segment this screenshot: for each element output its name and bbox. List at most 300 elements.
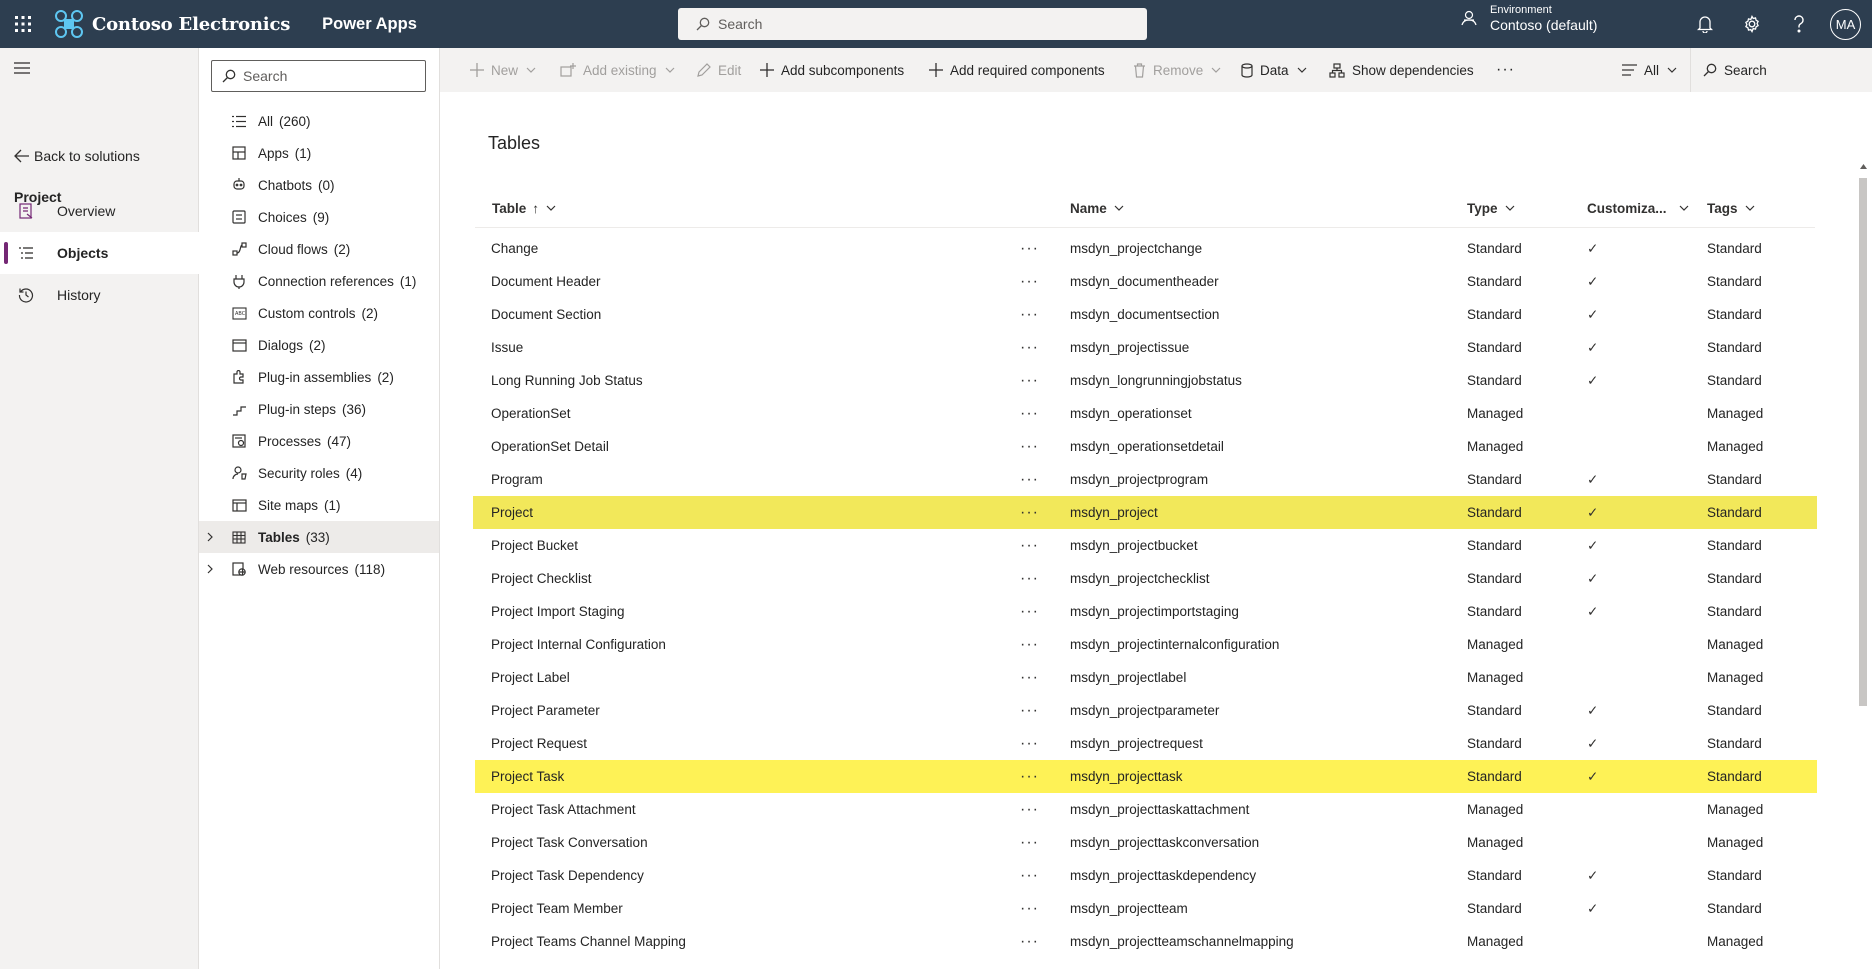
table-schema-name: msdyn_projectchange (1070, 241, 1203, 256)
table-display-name[interactable]: Project Team Member (491, 901, 623, 916)
object-type-label: Custom controls (258, 305, 356, 321)
process-icon (230, 434, 248, 448)
table-row[interactable] (475, 694, 1815, 727)
object-type-label: Chatbots (258, 177, 313, 193)
checkmark-icon: ✓ (1587, 900, 1599, 916)
trash-icon (1133, 63, 1146, 78)
object-type-label: Site maps (258, 497, 319, 513)
table-search-label: Search (1724, 62, 1767, 78)
checkmark-icon: ✓ (1587, 537, 1599, 553)
choices-icon (230, 210, 248, 224)
checkmark-icon: ✓ (1587, 867, 1599, 883)
chevron-right-icon[interactable] (207, 564, 221, 574)
contoso-logo-icon (54, 9, 84, 39)
object-type-count: (33) (305, 529, 330, 545)
table-tags: Managed (1707, 835, 1764, 850)
object-type-processes[interactable] (199, 425, 439, 457)
row-more-actions-button[interactable]: ··· (1020, 404, 1039, 422)
table-tags: Standard (1707, 703, 1762, 718)
column-header-tags-label: Tags (1707, 200, 1738, 216)
add-existing-icon (560, 63, 576, 77)
chevron-down-icon (665, 67, 675, 73)
nav-item-label: History (57, 287, 101, 303)
add-required-components-button[interactable] (929, 48, 1105, 92)
table-row[interactable] (475, 298, 1815, 331)
more-commands-button[interactable] (1496, 48, 1515, 92)
table-type: Standard (1467, 538, 1522, 553)
global-search-input[interactable] (678, 8, 1147, 40)
add-required-label: Add required components (950, 62, 1105, 78)
table-type: Managed (1467, 934, 1524, 949)
object-type-count: (260) (279, 113, 311, 129)
table-schema-name: msdyn_operationsetdetail (1070, 439, 1224, 454)
table-display-name[interactable]: Issue (491, 340, 524, 355)
column-header-tags[interactable] (1707, 195, 1755, 221)
object-type-count: (47) (327, 433, 352, 449)
table-type: Managed (1467, 637, 1524, 652)
table-tags: Standard (1707, 274, 1762, 289)
object-type-label: Dialogs (258, 337, 304, 353)
table-tags: Standard (1707, 241, 1762, 256)
table-tags: Standard (1707, 769, 1762, 784)
table-type: Standard (1467, 274, 1522, 289)
table-display-name[interactable]: OperationSet Detail (491, 439, 609, 454)
environment-icon (1460, 9, 1478, 27)
row-more-actions-button[interactable]: ··· (1020, 866, 1039, 884)
table-schema-name: msdyn_projectteam (1070, 901, 1188, 916)
object-type-count: (118) (354, 561, 386, 577)
app-name[interactable]: Power Apps (322, 14, 417, 33)
brand-name: Contoso Electronics (92, 13, 291, 35)
table-row[interactable] (473, 496, 1817, 529)
object-type-plug-in-steps[interactable] (199, 393, 439, 425)
database-icon (1241, 63, 1253, 78)
chevron-down-icon (1211, 67, 1221, 73)
checkmark-icon: ✓ (1587, 702, 1599, 718)
table-row[interactable] (475, 364, 1815, 397)
table-schema-name: msdyn_documentheader (1070, 274, 1219, 289)
column-header-customizable-label: Customiza... (1587, 200, 1667, 216)
table-schema-name: msdyn_projecttaskdependency (1070, 868, 1257, 883)
table-schema-name: msdyn_documentsection (1070, 307, 1220, 322)
table-type: Standard (1467, 340, 1522, 355)
table-grid-icon (230, 531, 248, 544)
object-type-label: Processes (258, 433, 322, 449)
chevron-down-icon (1745, 205, 1755, 211)
new-label: New (491, 62, 519, 78)
table-display-name[interactable]: Project Checklist (491, 571, 592, 586)
table-schema-name: msdyn_projectinternalconfiguration (1070, 637, 1280, 652)
object-type-connection-references[interactable] (199, 265, 439, 297)
object-type-label: All (258, 113, 274, 129)
table-type: Managed (1467, 835, 1524, 850)
object-type-label: Apps (258, 145, 289, 161)
row-more-actions-button[interactable]: ··· (1020, 371, 1039, 389)
table-tags: Managed (1707, 637, 1764, 652)
object-type-count: (1) (324, 497, 341, 513)
table-type: Managed (1467, 439, 1524, 454)
object-type-label: Connection references (258, 273, 394, 289)
row-more-actions-button[interactable]: ··· (1020, 503, 1039, 521)
checkmark-icon: ✓ (1587, 768, 1599, 784)
table-display-name[interactable]: Change (491, 241, 539, 256)
object-type-all[interactable] (199, 105, 439, 137)
table-display-name[interactable]: Project (491, 505, 534, 520)
table-display-name[interactable]: OperationSet (491, 406, 571, 421)
brand[interactable] (54, 9, 290, 39)
table-schema-name: msdyn_projectchecklist (1070, 571, 1210, 586)
data-button[interactable] (1241, 48, 1307, 92)
object-type-plug-in-assemblies[interactable] (199, 361, 439, 393)
search-icon (696, 17, 710, 31)
object-type-count: (2) (361, 305, 379, 321)
sort-ascending-icon: ↑ (532, 200, 540, 216)
objects-search-placeholder: Search (243, 68, 288, 84)
table-row[interactable] (475, 892, 1815, 925)
table-schema-name: msdyn_projectimportstaging (1070, 604, 1239, 619)
history-icon (16, 287, 36, 303)
plus-icon (929, 63, 943, 77)
row-more-actions-button[interactable]: ··· (1020, 734, 1039, 752)
object-type-label: Choices (258, 209, 307, 225)
back-label: Back to solutions (34, 148, 140, 164)
table-schema-name: msdyn_projectlabel (1070, 670, 1187, 685)
table-tags: Managed (1707, 934, 1764, 949)
cloud-flow-icon (230, 242, 248, 256)
new-button[interactable] (470, 48, 536, 92)
object-type-label: Cloud flows (258, 241, 328, 257)
global-search-placeholder: Search (718, 16, 763, 32)
table-tags: Standard (1707, 901, 1762, 916)
checkmark-icon: ✓ (1587, 471, 1599, 487)
table-type: Managed (1467, 802, 1524, 817)
table-schema-name: msdyn_projectissue (1070, 340, 1190, 355)
table-schema-name: msdyn_longrunningjobstatus (1070, 373, 1242, 388)
solution-title: Project (14, 189, 62, 205)
back-to-solutions-link[interactable] (14, 148, 140, 164)
object-type-count: (2) (333, 241, 351, 257)
row-more-actions-button[interactable]: ··· (1020, 668, 1039, 686)
chevron-down-icon (526, 67, 536, 73)
table-schema-name: msdyn_projecttask (1070, 769, 1183, 784)
table-tags: Standard (1707, 472, 1762, 487)
table-schema-name: msdyn_projectbucket (1070, 538, 1198, 553)
dialog-icon (230, 339, 248, 352)
table-tags: Managed (1707, 406, 1764, 421)
environment-label: Environment (1490, 4, 1552, 16)
checkmark-icon: ✓ (1587, 306, 1599, 322)
connection-plug-icon (230, 274, 248, 289)
app-launcher-icon[interactable] (0, 0, 46, 48)
checkmark-icon: ✓ (1587, 240, 1599, 256)
table-tags: Standard (1707, 373, 1762, 388)
object-type-count: (1) (294, 145, 312, 161)
table-tags: Standard (1707, 340, 1762, 355)
nav-item-overview[interactable] (0, 190, 199, 232)
object-type-security-roles[interactable] (199, 457, 439, 489)
table-tags: Standard (1707, 736, 1762, 751)
remove-button[interactable] (1133, 48, 1221, 92)
notifications-bell-icon[interactable] (1693, 12, 1717, 36)
row-more-actions-button[interactable]: ··· (1020, 800, 1039, 818)
row-more-actions-button[interactable]: ··· (1020, 470, 1039, 488)
add-subcomponents-label: Add subcomponents (781, 62, 905, 78)
remove-label: Remove (1153, 62, 1204, 78)
arrow-left-icon (14, 149, 34, 163)
left-navigation (0, 48, 199, 969)
row-more-actions-button[interactable]: ··· (1020, 272, 1039, 290)
avatar-initials: MA (1835, 17, 1856, 32)
object-type-chatbots[interactable] (199, 169, 439, 201)
chevron-down-icon (546, 205, 556, 211)
row-more-actions-button[interactable]: ··· (1020, 899, 1039, 917)
table-schema-name: msdyn_projecttaskattachment (1070, 802, 1250, 817)
data-label: Data (1260, 62, 1289, 78)
row-more-actions-button[interactable]: ··· (1020, 569, 1039, 587)
table-display-name[interactable]: Project Request (491, 736, 588, 751)
table-type: Standard (1467, 604, 1522, 619)
table-tags: Managed (1707, 802, 1764, 817)
security-role-icon (230, 466, 248, 480)
search-icon (1703, 63, 1717, 77)
table-schema-name: msdyn_projectteamschannelmapping (1070, 934, 1294, 949)
show-dependencies-button[interactable] (1329, 48, 1474, 92)
custom-control-icon (230, 307, 248, 320)
dependencies-icon (1329, 63, 1345, 78)
table-row[interactable] (475, 727, 1815, 760)
table-row[interactable] (475, 463, 1815, 496)
object-type-dialogs[interactable] (199, 329, 439, 361)
chevron-down-icon (1297, 67, 1307, 73)
object-type-web-resources[interactable] (199, 553, 439, 585)
table-row[interactable] (475, 265, 1815, 298)
table-tags: Standard (1707, 505, 1762, 520)
view-filter-dropdown[interactable] (1622, 48, 1677, 92)
checkmark-icon: ✓ (1587, 504, 1599, 520)
scroll-up-icon (1860, 164, 1867, 169)
table-row[interactable] (475, 331, 1815, 364)
table-row[interactable] (475, 397, 1815, 430)
nav-item-label: Overview (57, 203, 116, 219)
hamburger-menu-icon[interactable] (14, 62, 30, 74)
table-schema-name: msdyn_project (1070, 505, 1158, 520)
table-display-name[interactable]: Project Internal Configuration (491, 637, 666, 652)
table-type: Standard (1467, 373, 1522, 388)
object-type-cloud-flows[interactable] (199, 233, 439, 265)
object-type-label: Security roles (258, 465, 340, 481)
help-icon[interactable] (1787, 12, 1811, 36)
table-row[interactable] (475, 760, 1817, 793)
nav-item-label: Objects (57, 245, 109, 261)
table-display-name[interactable]: Project Label (491, 670, 570, 685)
plus-icon (760, 63, 774, 77)
site-map-icon (230, 499, 248, 512)
table-display-name[interactable]: Project Task Conversation (491, 835, 648, 850)
table-row[interactable] (475, 529, 1815, 562)
table-search-button[interactable] (1703, 48, 1767, 92)
row-more-actions-button[interactable]: ··· (1020, 536, 1039, 554)
table-tags: Standard (1707, 538, 1762, 553)
page-title: Tables (488, 133, 541, 153)
chevron-down-icon (1505, 205, 1515, 211)
object-type-label: Tables (258, 529, 300, 545)
table-display-name[interactable]: Program (491, 472, 543, 487)
table-row[interactable] (475, 859, 1815, 892)
table-type: Standard (1467, 472, 1522, 487)
table-type: Standard (1467, 769, 1522, 784)
object-type-label: Web resources (258, 561, 349, 577)
table-row[interactable] (475, 793, 1815, 826)
table-tags: Managed (1707, 670, 1764, 685)
table-display-name[interactable]: Project Task Attachment (491, 802, 636, 817)
overview-icon (16, 203, 36, 219)
table-type: Standard (1467, 241, 1522, 256)
view-filter-label: All (1644, 62, 1660, 78)
table-type: Standard (1467, 571, 1522, 586)
table-type: Standard (1467, 868, 1522, 883)
row-more-actions-button[interactable]: ··· (1020, 305, 1039, 323)
apps-icon (230, 146, 248, 160)
row-more-actions-button[interactable]: ··· (1020, 932, 1039, 950)
list-icon (230, 115, 248, 128)
table-tags: Standard (1707, 868, 1762, 883)
table-row[interactable] (475, 661, 1815, 694)
table-display-name[interactable]: Document Header (491, 274, 601, 289)
object-type-count: (36) (342, 401, 367, 417)
objects-search-input[interactable] (211, 60, 426, 92)
row-more-actions-button[interactable]: ··· (1020, 239, 1039, 257)
column-header-customizable[interactable] (1587, 195, 1689, 221)
table-row[interactable] (475, 430, 1815, 463)
checkmark-icon: ✓ (1587, 570, 1599, 586)
edit-label: Edit (718, 62, 742, 78)
steps-icon (230, 403, 248, 416)
object-type-count: (1) (399, 273, 417, 289)
checkmark-icon: ✓ (1587, 339, 1599, 355)
environment-value: Contoso (default) (1490, 16, 1598, 33)
table-tags: Managed (1707, 439, 1764, 454)
row-more-actions-button[interactable]: ··· (1020, 437, 1039, 455)
vertical-scrollbar[interactable] (1857, 162, 1869, 969)
object-type-count: (4) (345, 465, 363, 481)
chevron-down-icon (1114, 205, 1124, 211)
object-type-apps[interactable] (199, 137, 439, 169)
table-row[interactable] (475, 628, 1815, 661)
column-header-name-label: Name (1070, 200, 1107, 216)
checkmark-icon: ✓ (1587, 273, 1599, 289)
column-header-table[interactable] (492, 195, 556, 221)
add-existing-label: Add existing (583, 62, 657, 78)
table-display-name[interactable]: Project Bucket (491, 538, 579, 553)
row-more-actions-button[interactable]: ··· (1020, 833, 1039, 851)
table-tags: Standard (1707, 571, 1762, 586)
table-display-name[interactable]: Project Teams Channel Mapping (491, 934, 686, 949)
command-bar-divider (1690, 48, 1691, 92)
object-type-custom-controls[interactable] (199, 297, 439, 329)
table-row[interactable] (475, 232, 1815, 265)
pencil-icon (697, 63, 711, 77)
table-type: Standard (1467, 736, 1522, 751)
table-display-name[interactable]: Document Section (491, 307, 602, 322)
table-display-name[interactable]: Long Running Job Status (491, 373, 643, 388)
avatar[interactable] (1830, 9, 1861, 40)
checkmark-icon: ✓ (1587, 372, 1599, 388)
row-more-actions-button[interactable]: ··· (1020, 602, 1039, 620)
nav-item-objects[interactable] (0, 232, 199, 274)
environment-picker[interactable] (1460, 4, 1597, 33)
table-row[interactable] (475, 826, 1815, 859)
object-type-count: (2) (309, 337, 326, 353)
filter-lines-icon (1622, 64, 1637, 76)
chatbot-icon (230, 178, 248, 192)
table-type: Managed (1467, 406, 1524, 421)
table-type: Standard (1467, 307, 1522, 322)
object-type-count: (0) (318, 177, 335, 193)
table-tags: Standard (1707, 604, 1762, 619)
table-display-name[interactable]: Project Parameter (491, 703, 600, 718)
object-type-choices[interactable] (199, 201, 439, 233)
table-schema-name: msdyn_operationset (1070, 406, 1192, 421)
table-schema-name: msdyn_projectprogram (1070, 472, 1209, 487)
scrollbar-thumb[interactable] (1859, 178, 1867, 706)
column-header-type[interactable] (1467, 195, 1515, 221)
show-dependencies-label: Show dependencies (1352, 62, 1474, 78)
edit-button[interactable] (697, 48, 741, 92)
chevron-down-icon (1667, 67, 1677, 73)
table-row[interactable] (475, 595, 1815, 628)
top-bar (0, 0, 1872, 48)
column-header-type-label: Type (1467, 200, 1498, 216)
plus-icon (470, 63, 484, 77)
chevron-down-icon (1679, 205, 1689, 211)
row-more-actions-button[interactable]: ··· (1020, 338, 1039, 356)
table-row[interactable] (475, 925, 1815, 958)
column-header-name[interactable] (1070, 195, 1124, 221)
search-icon (222, 69, 236, 83)
table-schema-name: msdyn_projectrequest (1070, 736, 1203, 751)
table-schema-name: msdyn_projecttaskconversation (1070, 835, 1260, 850)
table-display-name[interactable]: Project Task Dependency (491, 868, 644, 883)
web-resource-icon (230, 562, 248, 576)
table-display-name[interactable]: Project Import Staging (491, 604, 625, 619)
chevron-right-icon[interactable] (207, 532, 221, 542)
add-existing-button[interactable] (560, 48, 675, 92)
objects-icon (16, 246, 36, 260)
column-header-table-label: Table (492, 200, 527, 216)
object-type-count: (2) (377, 369, 394, 385)
more-commands-label: ··· (1496, 61, 1515, 78)
object-type-tables[interactable] (199, 521, 439, 553)
table-type: Standard (1467, 505, 1522, 520)
table-type: Standard (1467, 703, 1522, 718)
add-subcomponents-button[interactable] (760, 48, 904, 92)
table-tags: Standard (1707, 307, 1762, 322)
table-display-name[interactable]: Project Task (491, 769, 565, 784)
header-divider (475, 227, 1815, 228)
puzzle-icon (230, 370, 248, 384)
object-type-label: Plug-in assemblies (258, 369, 372, 385)
row-more-actions-button[interactable]: ··· (1020, 635, 1039, 653)
settings-gear-icon[interactable] (1740, 12, 1764, 36)
object-type-site-maps[interactable] (199, 489, 439, 521)
nav-item-history[interactable] (0, 274, 199, 316)
row-more-actions-button[interactable]: ··· (1020, 767, 1039, 785)
row-more-actions-button[interactable]: ··· (1020, 701, 1039, 719)
object-type-label: Plug-in steps (258, 401, 337, 417)
svg-text:ABC: ABC (234, 310, 245, 317)
table-row[interactable] (475, 562, 1815, 595)
checkmark-icon: ✓ (1587, 735, 1599, 751)
